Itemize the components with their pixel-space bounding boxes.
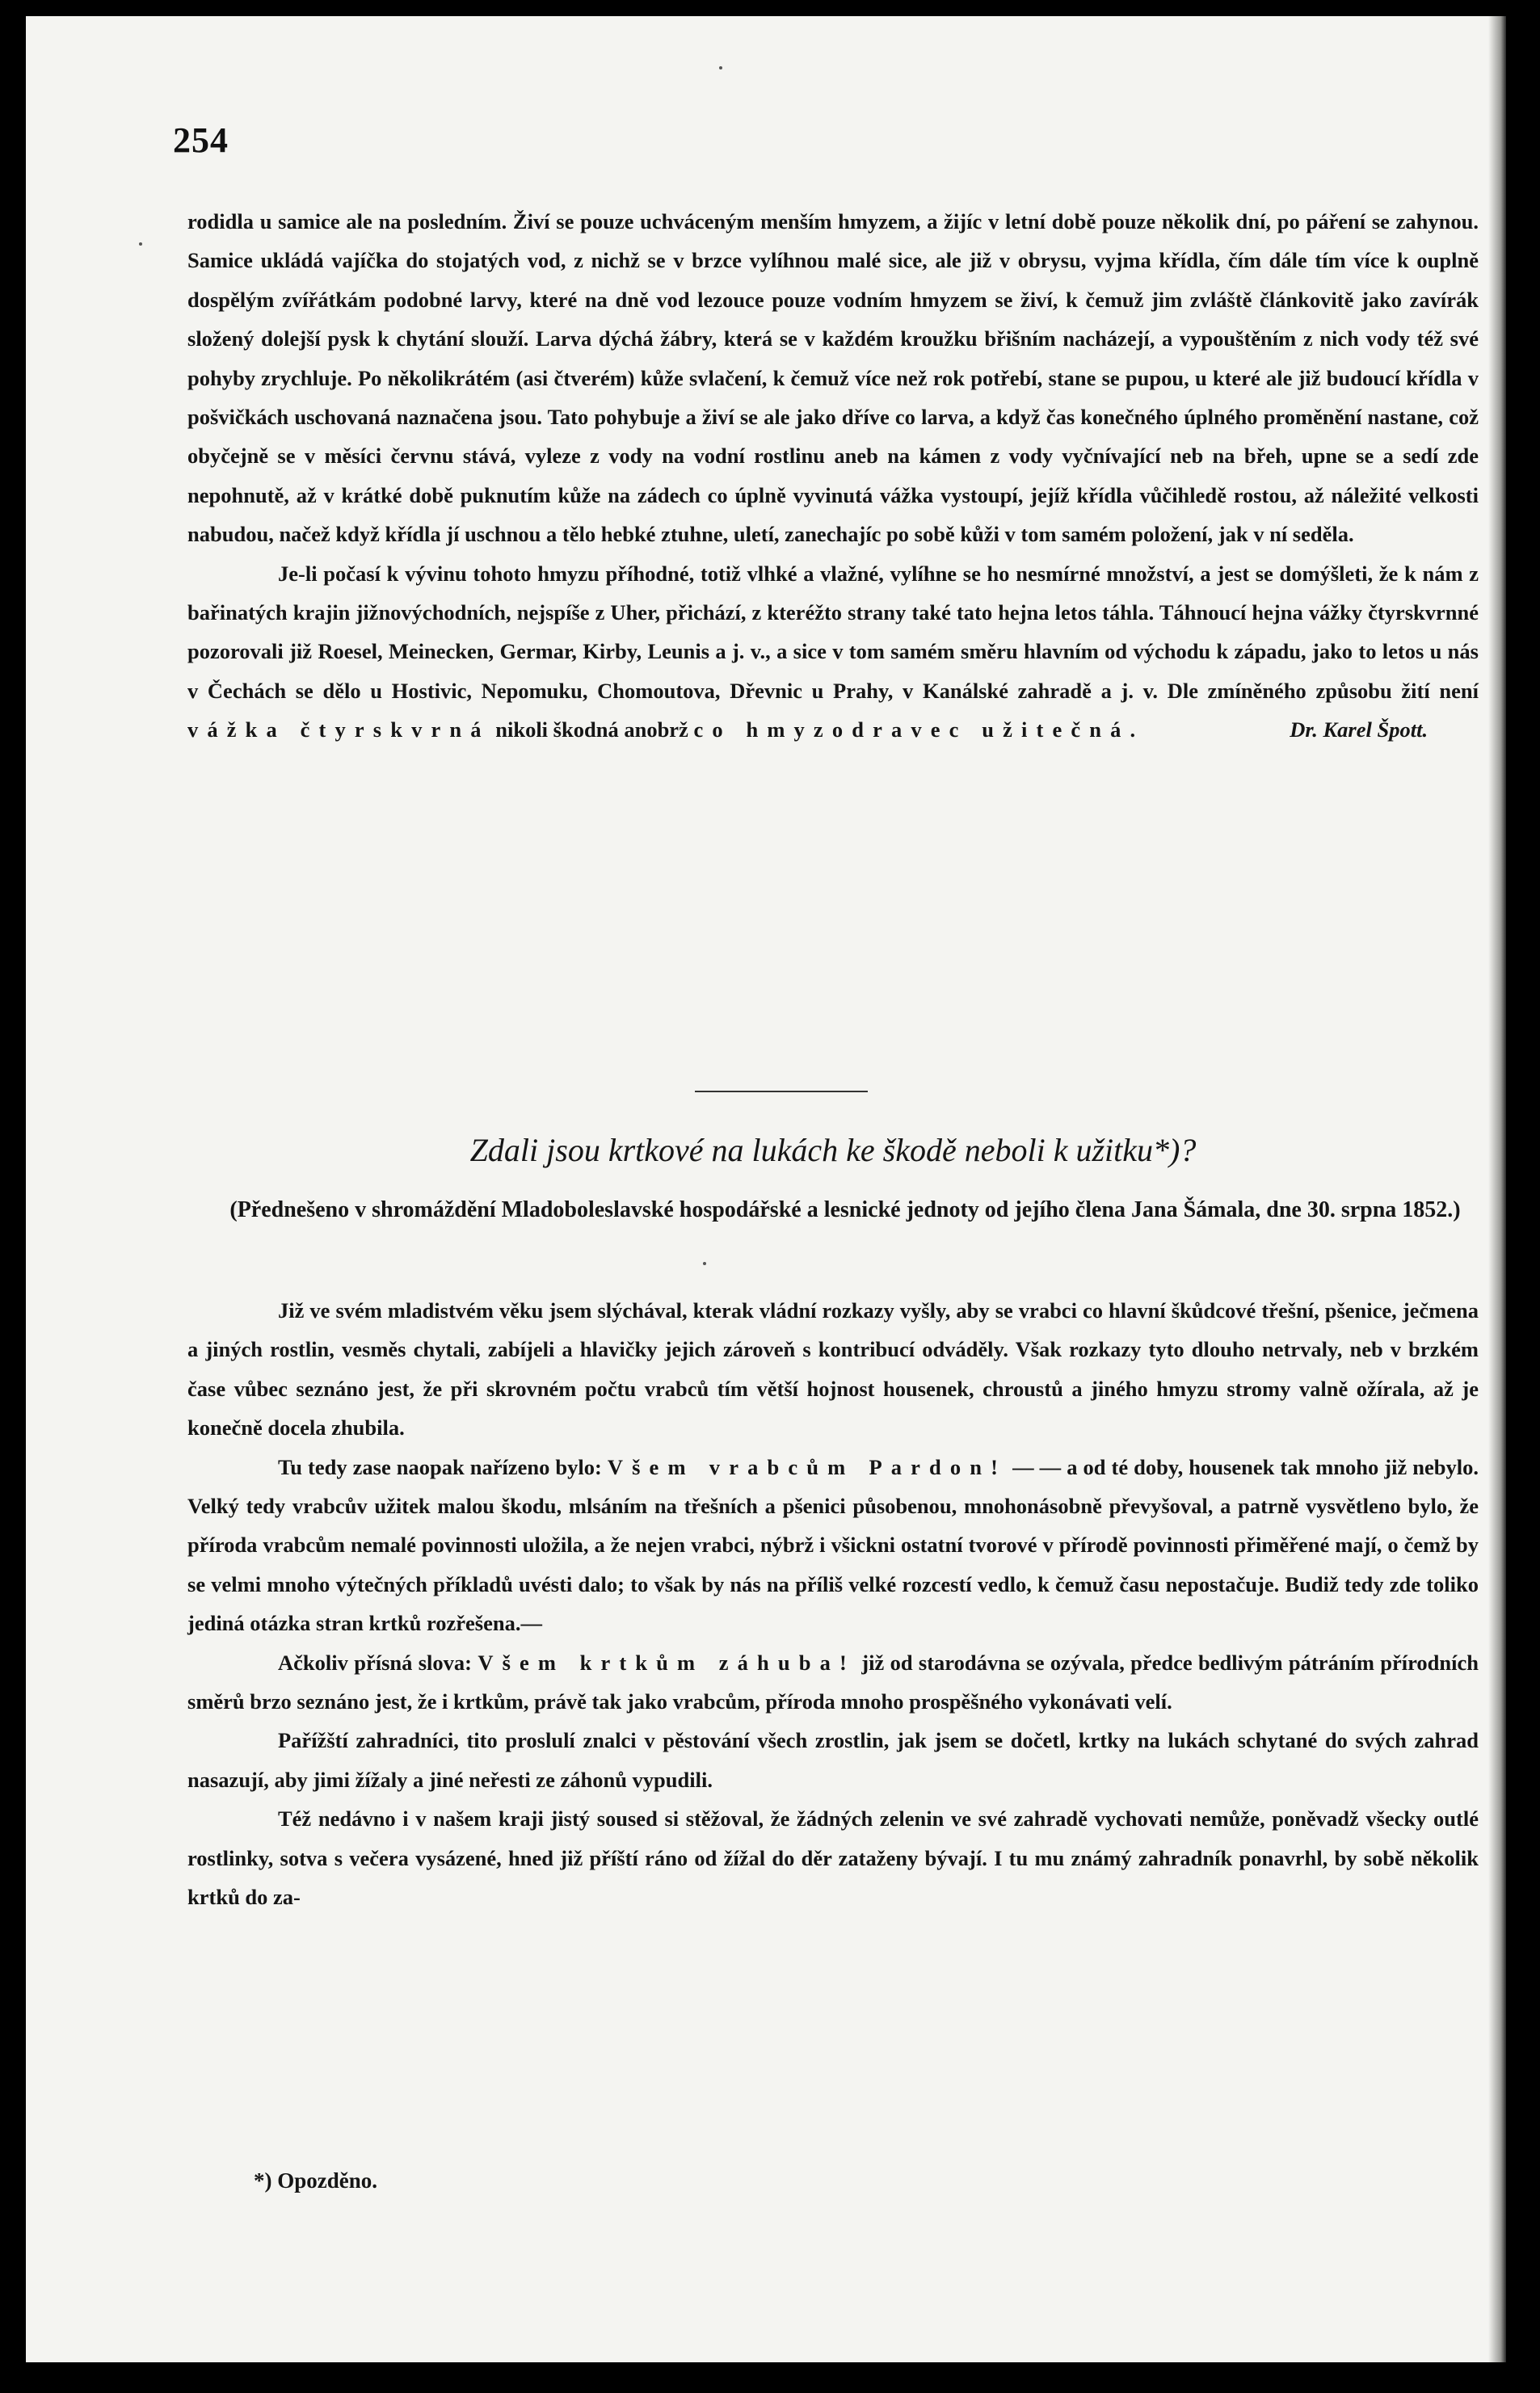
article-title: Zdali jsou krtkové na lukách ke škodě neboli k užitku*)? (469, 1132, 1197, 1168)
paragraph: rodidla u samice ale na posledním. Živí se pouze uchváceným menším hmyzem, a žijíc v letní době pouze několik dní, po páření se zahynou. Samice ukládá vajíčka do stojatých vod, z nichž se v brzce vylíhnou malé sice, ale již v obrysu, vyjma křídla, čím dále tím více k ouplně dospělým zvířátkám podobné larvy, které na dně vod lezouce pouze vodním hmyzem se živí, k čemuž jim zvláště článkovitě jako zavírák složený dolejší pysk k chytání slouží. Larva dýchá žábry, která se v každém kroužku břišním nacházejí, a vypouštěním z nich vody též své pohyby zrychluje. Po několikrátém (asi čtverém) kůže svlačení, k čemuž více než rok potřebí, stane se pupou, u které ale již budoucí křídla v pošvičkách uschovaná naznačena jsou. Tato pohybuje a živí se ale jako dříve co larva, a když čas konečného úplného proměnění nastane, což obyčejně se v měsíci červnu stává, vyleze z vody na vodní rostlinu aneb na kámen z vody vyčnívající neb na břeh, upne se a sedí zde nepohnutě, až v krátké době puknutím kůže na zádech co úplně vyvinutá vážka vystoupí, jejíž křídla vůčihledě rostou, až náležité velkosti nabudou, načež když křídla jí uschnou a tělo hebké ztuhne, uletí, zanechajíc po sobě kůži v tom samém položení, jak v ní seděla. (187, 209, 1479, 547)
paragraph: Též nedávno i v našem kraji jistý soused si stěžoval, že žádných zelenin ve své zahradě vychovati nemůže, poněvadž všecky outlé rostlinky, sotva s večera vysázené, hned již příští ráno od žížal do děr zataženy bývají. I tu mu známý zahradník ponavrhl, by sobě několik krtků do za- (187, 1806, 1479, 1910)
spaced-emphasis: Všem krtkům záhuba! (478, 1650, 856, 1675)
article-subtitle: (Přednešeno v shromáždění Mladoboleslavské hospodářské a lesnické jednoty od jejího člena Jana Šámala, dne 30. srpna 1852.) (229, 1197, 1461, 1222)
paragraph (187, 554, 1479, 750)
page-number: 254 (173, 120, 229, 160)
paragraph-text: — — a od té doby, housenek tak mnoho již nebylo. Velký tedy vrabcův užitek malou škodu, mlsáním na třešních a pšenici působenou, mnohonásobně převyšoval, a patrně vysvětleno bylo, že příroda vrabcům nemalé povinnosti uložila, a že nejen vrabci, nýbrž i všickni ostatní tvorové v přírodě povinnosti přiměřené mají, o čemž by se velmi mnoho výtečných příkladů uvésti dalo; to však by nás na příliš velké rozcestí vedlo, k čemuž času nepostačuje. Budiž tedy zde toliko jediná otázka stran krtků rozřešena.— (187, 1454, 1479, 1636)
print-speck (719, 66, 722, 69)
scanned-page (26, 16, 1506, 2362)
paragraph-text: Tu tedy zase naopak nařízeno bylo: (278, 1454, 602, 1479)
paragraph-text: Je-li počasí k vývinu tohoto hmyzu příhodné, totiž vlhké a vlažné, vylíhne se ho nesmírné množství, a jest se domýšleti, že k nám z bařinatých krajin jižnovýchodních, nejspíše z Uher, přichází, z kteréžto strany také tato hejna letos táhla. Táhnoucí hejna vážky čtyrskvrnné pozorovali již Roesel, Meinecken, Germar, Kirby, Leunis a j. v., a sice v tom samém směru hlavním od východu k západu, jako to letos u nás v Čechách se dělo u Hostivic, Nepomuku, Chomoutova, Dřevnic u Prahy, v Kanálské zahradě a j. v. Dle zmíněného způsobu žití není (187, 561, 1479, 703)
continued-article-text (187, 202, 1479, 750)
article-body (187, 1291, 1479, 1917)
print-speck (703, 1262, 706, 1265)
paragraph (187, 1448, 1479, 1643)
paragraph: Již ve svém mladistvém věku jsem slýchával, kterak vládní rozkazy vyšly, aby se vrabci co hlavní škůdcové třešní, pšenice, ječmena a jiných rostlin, vesměs chytali, zabíjeli a hlavičky jejich zároveň s kontribucí odváděly. Však rozkazy tyto dlouho netrvaly, neb v brzkém čase vůbec seznáno jest, že při skrovném počtu vrabců tím větší hojnost housenek, chroustů a jiného hmyzu stromy valně ožírala, až je konečně docela zhubila. (187, 1298, 1479, 1440)
paragraph-text: Ačkoliv přísná slova: (278, 1650, 472, 1675)
spaced-emphasis: co hmyzodravec užitečná. (693, 717, 1145, 742)
spaced-emphasis: vážka čtyrskvrná (187, 717, 490, 742)
page-edge-shadow (1488, 16, 1506, 2362)
paragraph-text: již od starodávna se ozývala, předce bedlivým pátráním přírodních směrů brzo seznáno jest, že i krtkům, právě tak jako vrabcům, příroda mnoho prospěšného vykonávati velí. (187, 1650, 1479, 1714)
spaced-emphasis: Všem vrabcům Pardon! (607, 1454, 1008, 1479)
author-signature: Dr. Karel Špott. (1290, 717, 1428, 742)
section-separator (695, 1091, 868, 1092)
paragraph (187, 1643, 1479, 1722)
print-speck (139, 242, 142, 246)
footnote: *) Opozděno. (254, 2168, 378, 2193)
paragraph: Pařížští zahradníci, tito proslulí znalci v pěstování všech zrostlin, jak jsem se dočetl, krtky na lukách schytané do svých zahrad nasazují, aby jimi žížaly a jiné neřesti ze záhonů vypudili. (187, 1728, 1479, 1792)
paragraph-text: nikoli škodná anobrž (495, 717, 688, 742)
